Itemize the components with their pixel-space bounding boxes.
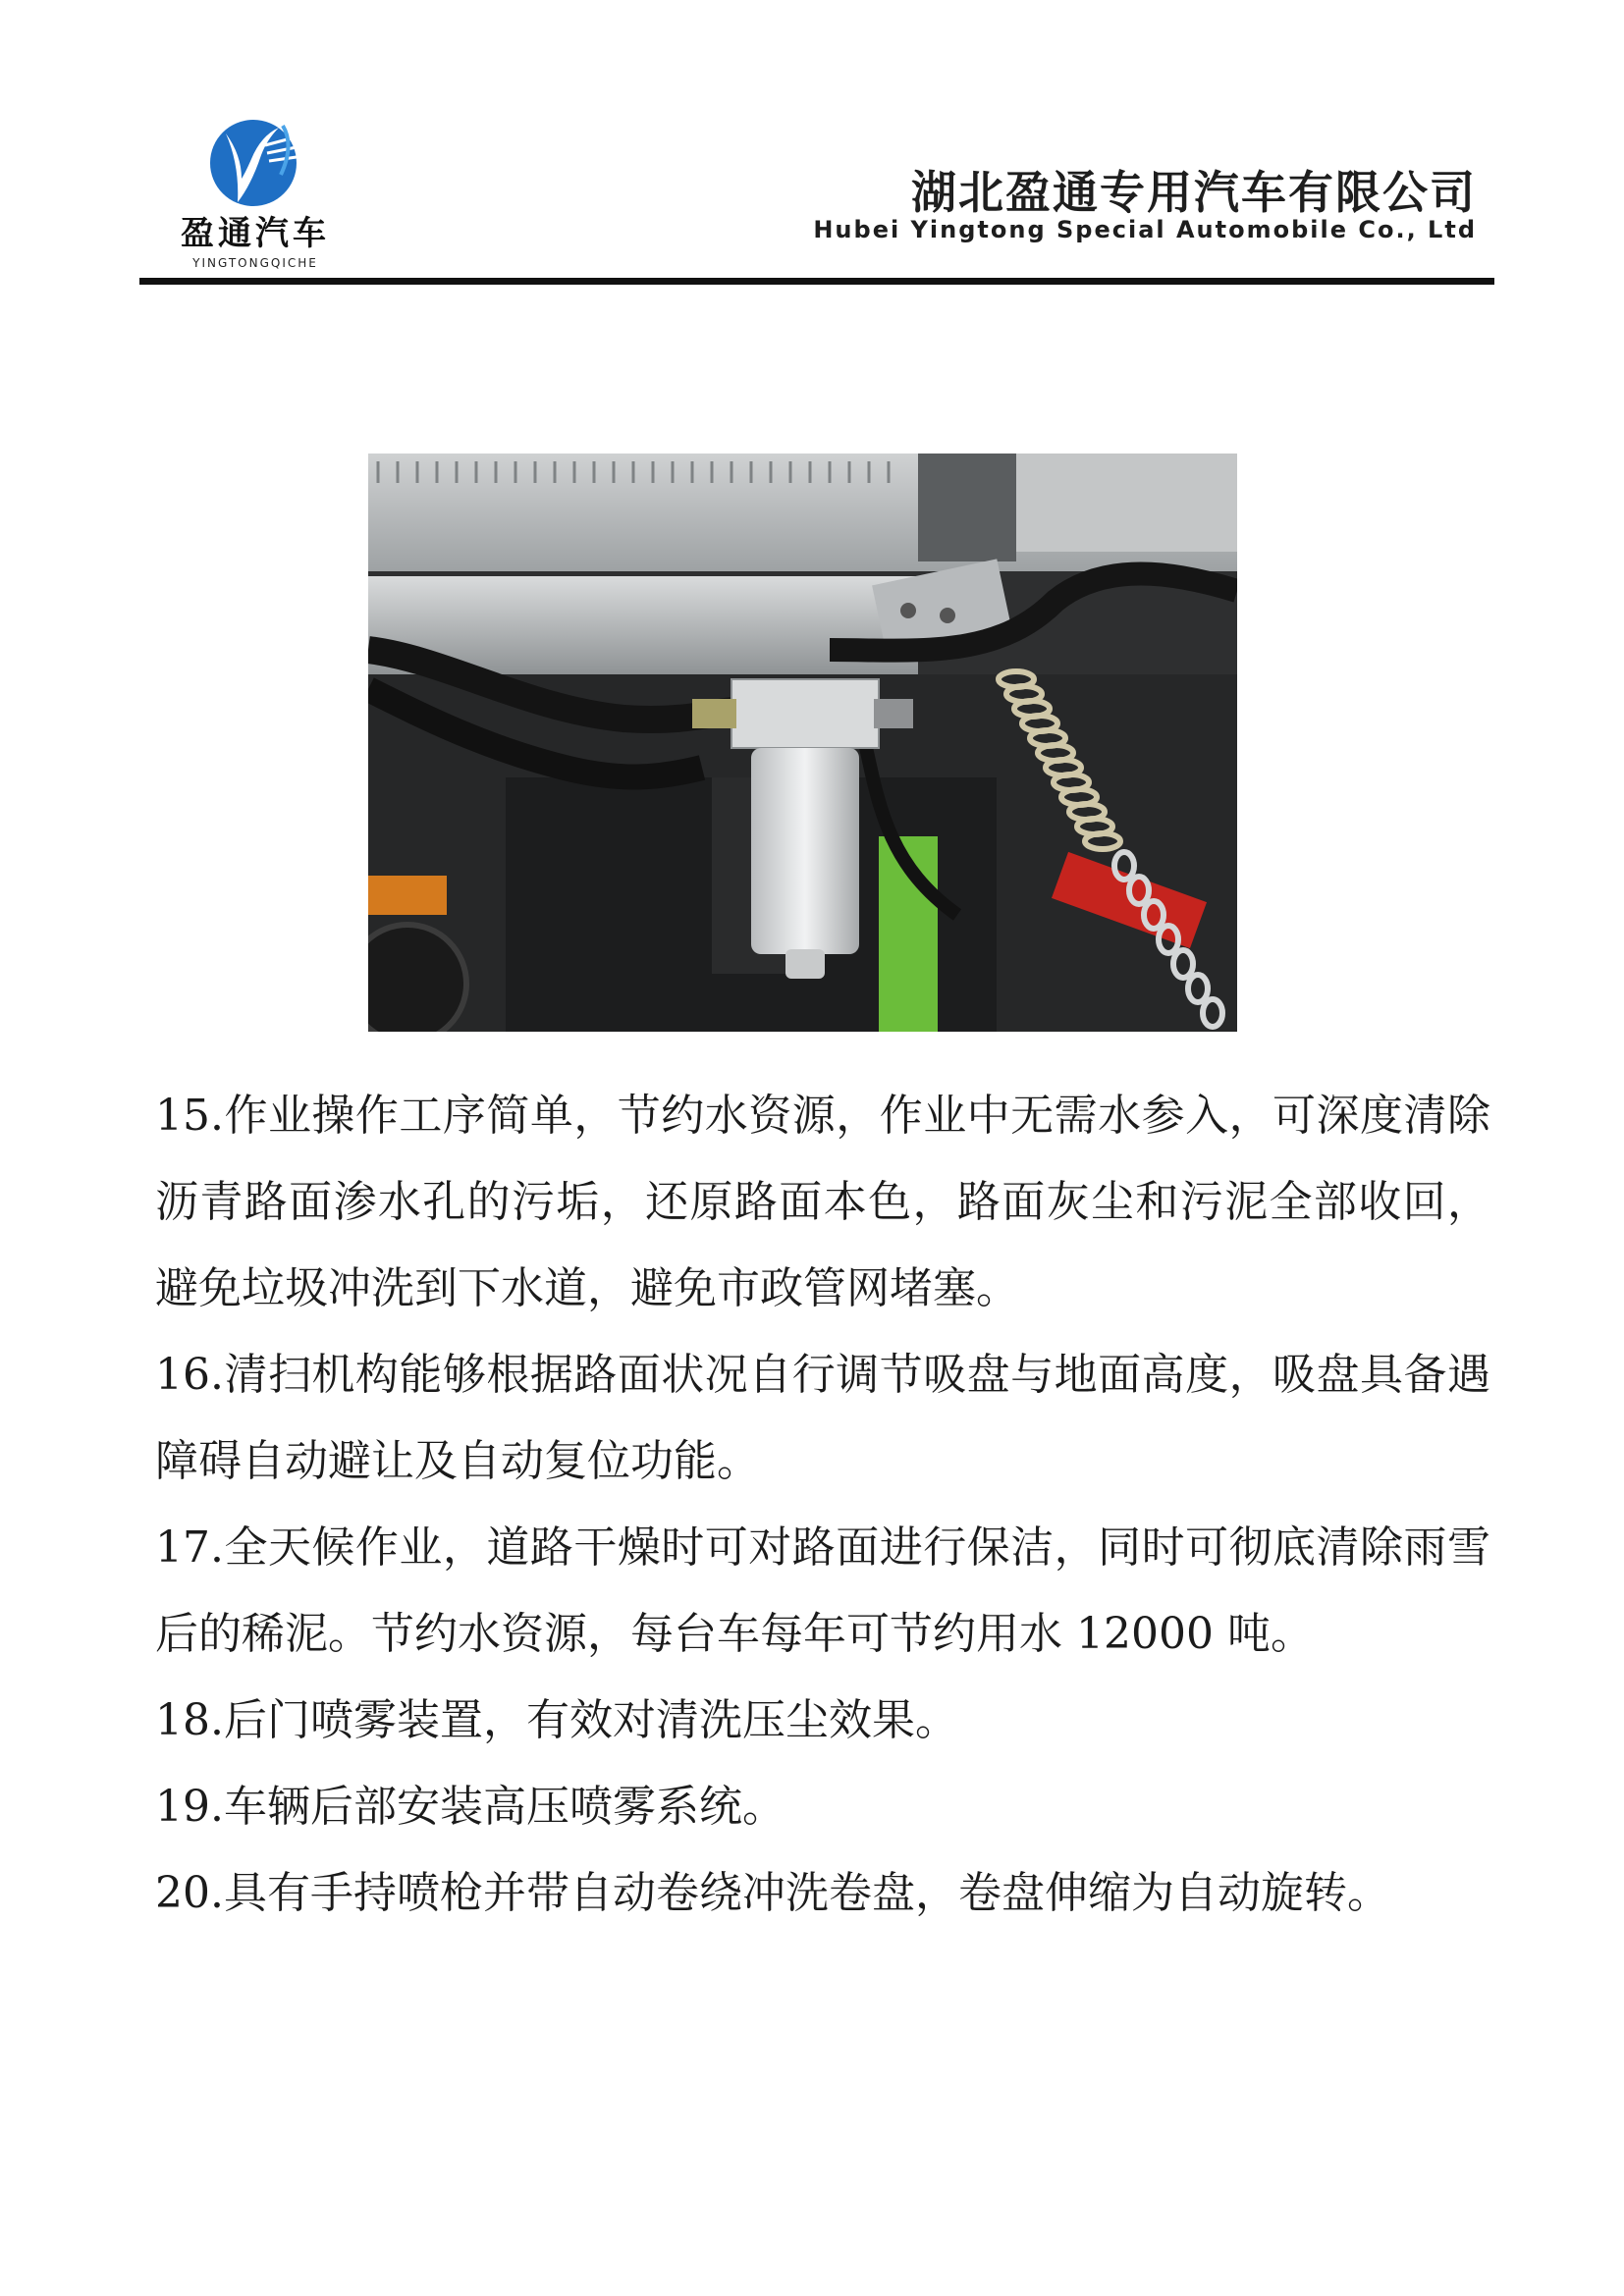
list-item: 17.全天候作业，道路干燥时可对路面进行保洁，同时可彻底清除雨雪后的稀泥。节约水资源，每台车每年可节约用水 12000 吨。 xyxy=(155,1522,1490,1659)
company-logo xyxy=(157,116,353,273)
filter-assembly-photo xyxy=(368,454,1237,1032)
list-item: 20.具有手持喷枪并带自动卷绕冲洗卷盘，卷盘伸缩为自动旋转。 xyxy=(155,1868,1390,1918)
page-header xyxy=(0,0,1624,294)
company-name-english: Hubei Yingtong Special Automobile Co., Ltd xyxy=(813,216,1477,243)
list-item: 16.清扫机构能够根据路面状况自行调节吸盘与地面高度，吸盘具备遇障碍自动避让及自动复位功能。 xyxy=(155,1350,1490,1486)
logo-chinese-text: 盈通汽车 xyxy=(181,214,330,253)
logo-english-text: YINGTONGQICHE xyxy=(192,256,318,270)
logo-mark-icon xyxy=(196,116,314,214)
feature-list xyxy=(155,1073,1490,1937)
header-divider xyxy=(139,278,1494,285)
photo-illustration xyxy=(368,454,1237,1032)
list-item: 19.车辆后部安装高压喷雾系统。 xyxy=(155,1782,785,1832)
list-item: 15.作业操作工序简单，节约水资源，作业中无需水参入，可深度清除沥青路面渗水孔的污垢，还原路面本色，路面灰尘和污泥全部收回，避免垃圾冲洗到下水道，避免市政管网堵塞。 xyxy=(155,1091,1490,1313)
list-item: 18.后门喷雾装置，有效对清洗压尘效果。 xyxy=(155,1695,958,1745)
company-name-chinese: 湖北盈通专用汽车有限公司 xyxy=(911,166,1477,219)
